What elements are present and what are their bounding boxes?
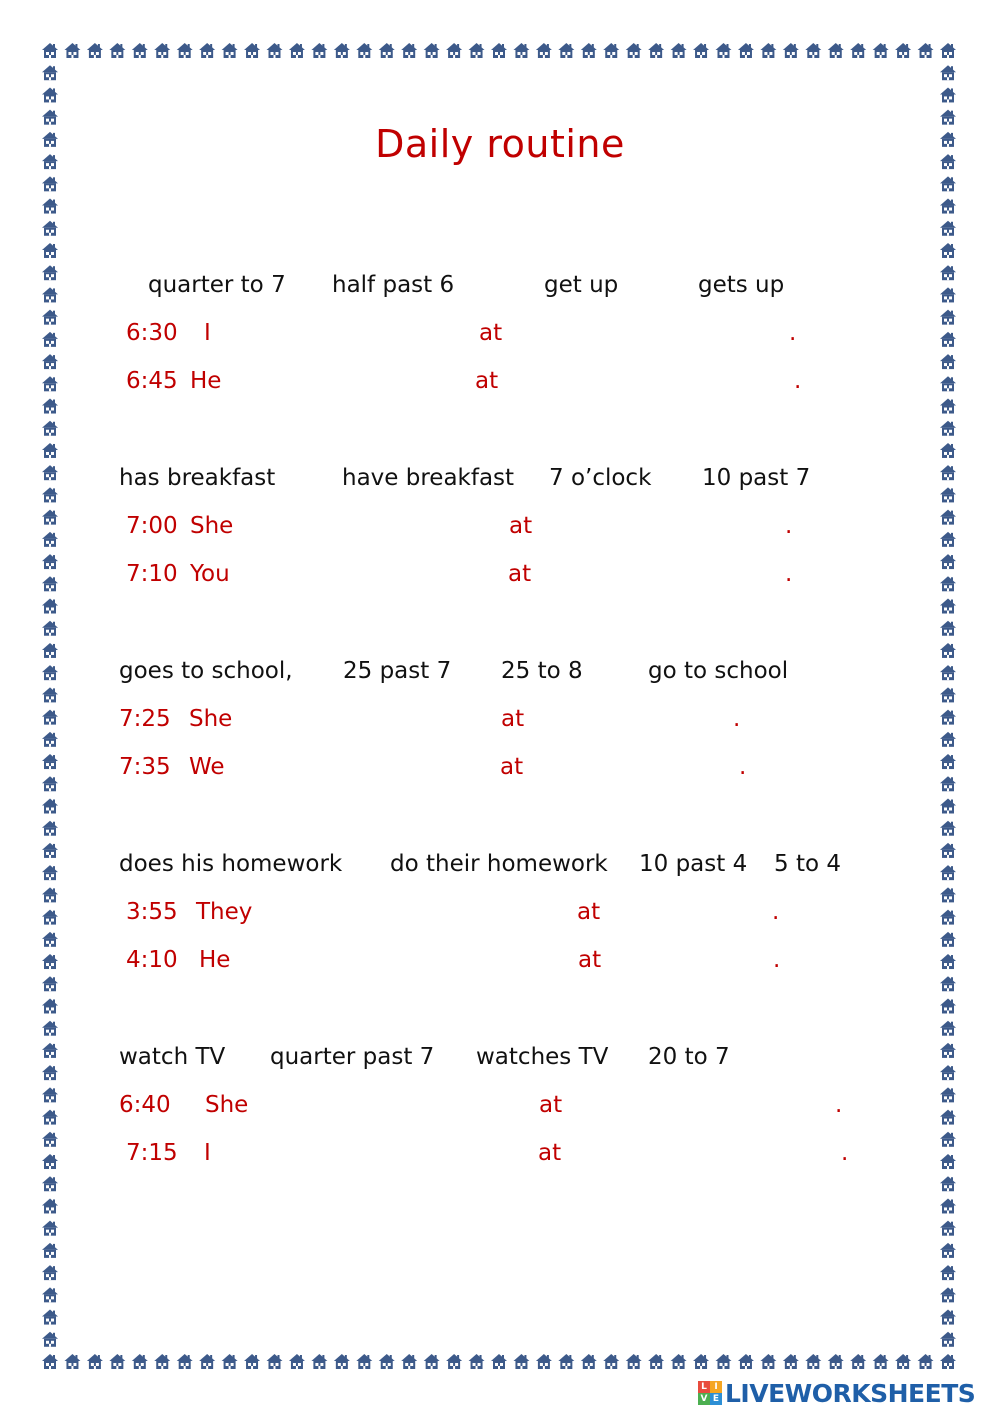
- sentence-period: .: [772, 899, 780, 925]
- house-icon: [41, 753, 59, 771]
- house-icon: [939, 709, 957, 727]
- word-bank-option[interactable]: 7 o’clock: [549, 465, 652, 491]
- house-icon: [288, 42, 306, 60]
- answer-blank-verb[interactable]: [236, 368, 464, 394]
- house-icon: [715, 1353, 733, 1371]
- house-icon: [939, 909, 957, 927]
- house-icon: [86, 1353, 104, 1371]
- house-icon: [512, 42, 530, 60]
- house-icon: [266, 1353, 284, 1371]
- sentence-time: 7:10: [126, 561, 178, 587]
- house-icon: [939, 220, 957, 238]
- house-icon: [804, 42, 822, 60]
- house-icon: [63, 1353, 81, 1371]
- house-icon: [310, 42, 328, 60]
- house-icon: [198, 1353, 216, 1371]
- house-icon: [939, 753, 957, 771]
- house-icon: [288, 1353, 306, 1371]
- house-icon: [378, 1353, 396, 1371]
- house-icon: [41, 664, 59, 682]
- word-bank-option[interactable]: half past 6: [332, 272, 455, 298]
- liveworksheets-logo[interactable]: [698, 1376, 975, 1410]
- sentence-period: .: [773, 947, 781, 973]
- house-icon: [939, 1220, 957, 1238]
- house-icon: [400, 42, 418, 60]
- sentence-subject: He: [199, 947, 231, 973]
- house-icon: [108, 42, 126, 60]
- house-icon: [198, 42, 216, 60]
- house-icon: [41, 531, 59, 549]
- sentence-period: .: [841, 1140, 849, 1166]
- house-icon: [939, 797, 957, 815]
- sentence-at: at: [577, 899, 601, 925]
- sentence-time: 4:10: [126, 947, 178, 973]
- house-icon: [41, 997, 59, 1015]
- house-icon: [41, 886, 59, 904]
- word-bank-option[interactable]: goes to school,: [119, 658, 293, 684]
- house-icon: [535, 1353, 553, 1371]
- house-icon: [41, 975, 59, 993]
- sentence-period: .: [789, 320, 797, 346]
- house-icon: [41, 509, 59, 527]
- house-icon: [939, 1175, 957, 1193]
- answer-blank-time[interactable]: [574, 1140, 836, 1166]
- sentence-at: at: [578, 947, 602, 973]
- house-icon: [490, 42, 508, 60]
- house-icon: [41, 1286, 59, 1304]
- word-bank-option[interactable]: do their homework: [390, 851, 608, 877]
- logo-letter: I: [710, 1381, 722, 1393]
- sentence-time: 3:55: [126, 899, 178, 925]
- word-bank-option[interactable]: gets up: [698, 272, 785, 298]
- answer-blank-verb[interactable]: [230, 1140, 528, 1166]
- house-icon: [602, 1353, 620, 1371]
- answer-blank-verb[interactable]: [246, 561, 500, 587]
- house-icon: [939, 931, 957, 949]
- house-icon: [939, 1264, 957, 1282]
- house-icon: [737, 42, 755, 60]
- house-icon: [692, 1353, 710, 1371]
- house-icon: [41, 175, 59, 193]
- sentence-subject: He: [190, 368, 222, 394]
- sentence-time: 7:15: [126, 1140, 178, 1166]
- house-icon: [41, 1042, 59, 1060]
- house-icon: [939, 975, 957, 993]
- logo-letter: V: [698, 1393, 710, 1405]
- house-icon: [939, 509, 957, 527]
- house-icon: [176, 1353, 194, 1371]
- house-icon: [41, 420, 59, 438]
- house-icon: [939, 620, 957, 638]
- house-icon: [715, 42, 733, 60]
- house-icon: [939, 1153, 957, 1171]
- house-icon: [41, 553, 59, 571]
- answer-blank-verb[interactable]: [246, 947, 568, 973]
- house-icon: [580, 42, 598, 60]
- house-icon: [41, 198, 59, 216]
- page-title: Daily routine: [375, 122, 625, 166]
- house-icon: [41, 797, 59, 815]
- house-icon: [468, 42, 486, 60]
- house-icon: [939, 86, 957, 104]
- house-icon: [647, 1353, 665, 1371]
- house-icon: [939, 1331, 957, 1349]
- house-icon: [692, 42, 710, 60]
- house-icon: [221, 1353, 239, 1371]
- house-icon: [939, 1309, 957, 1327]
- house-icon: [939, 175, 957, 193]
- word-bank-option[interactable]: 5 to 4: [774, 851, 841, 877]
- house-icon: [670, 1353, 688, 1371]
- house-icon: [939, 1064, 957, 1082]
- sentence-subject: We: [189, 754, 225, 780]
- sentence-at: at: [539, 1092, 563, 1118]
- house-icon: [939, 353, 957, 371]
- answer-blank-time[interactable]: [612, 899, 768, 925]
- house-icon: [41, 331, 59, 349]
- sentence-time: 7:35: [119, 754, 171, 780]
- answer-blank-time[interactable]: [542, 561, 778, 587]
- sentence-period: .: [733, 706, 741, 732]
- house-icon: [243, 1353, 261, 1371]
- sentence-time: 6:30: [126, 320, 178, 346]
- house-icon: [939, 864, 957, 882]
- house-icon: [131, 42, 149, 60]
- sentence-time: 7:00: [126, 513, 178, 539]
- house-icon: [333, 1353, 351, 1371]
- house-icon: [490, 1353, 508, 1371]
- answer-blank-time[interactable]: [536, 754, 732, 780]
- house-icon: [221, 42, 239, 60]
- house-icon: [939, 486, 957, 504]
- house-icon: [849, 1353, 867, 1371]
- house-icon: [63, 42, 81, 60]
- house-icon: [266, 42, 284, 60]
- house-icon: [625, 1353, 643, 1371]
- house-icon: [400, 1353, 418, 1371]
- house-icon: [939, 442, 957, 460]
- house-icon: [41, 1264, 59, 1282]
- house-icon: [647, 42, 665, 60]
- house-icon: [939, 309, 957, 327]
- house-icon: [535, 42, 553, 60]
- house-icon: [41, 931, 59, 949]
- house-icon: [41, 864, 59, 882]
- house-icon: [939, 264, 957, 282]
- house-icon: [827, 42, 845, 60]
- house-icon: [423, 1353, 441, 1371]
- sentence-subject: I: [204, 320, 211, 346]
- house-icon: [41, 1109, 59, 1127]
- house-icon: [939, 553, 957, 571]
- logo-letter: L: [698, 1381, 710, 1393]
- word-bank-option[interactable]: does his homework: [119, 851, 343, 877]
- house-icon: [41, 42, 59, 60]
- house-icon: [41, 909, 59, 927]
- house-icon: [41, 486, 59, 504]
- house-icon: [41, 1197, 59, 1215]
- house-icon: [939, 1131, 957, 1149]
- house-icon: [41, 709, 59, 727]
- house-icon: [872, 42, 890, 60]
- house-icon: [602, 42, 620, 60]
- word-bank-option[interactable]: watch TV: [119, 1044, 226, 1070]
- house-icon: [939, 731, 957, 749]
- sentence-at: at: [475, 368, 499, 394]
- house-icon: [939, 64, 957, 82]
- word-bank-option[interactable]: quarter to 7: [148, 272, 286, 298]
- house-icon: [153, 1353, 171, 1371]
- house-icon: [310, 1353, 328, 1371]
- house-icon: [849, 42, 867, 60]
- house-icon: [782, 42, 800, 60]
- house-icon: [41, 442, 59, 460]
- house-icon: [41, 64, 59, 82]
- house-icon: [153, 42, 171, 60]
- house-icon: [939, 1197, 957, 1215]
- house-icon: [41, 686, 59, 704]
- word-bank-option[interactable]: 25 past 7: [343, 658, 452, 684]
- logo-brand-text: LIVEWORKSHEETS: [725, 1378, 976, 1408]
- house-icon: [41, 820, 59, 838]
- house-icon: [939, 1020, 957, 1038]
- house-icon: [355, 1353, 373, 1371]
- word-bank-option[interactable]: quarter past 7: [270, 1044, 435, 1070]
- house-icon: [939, 375, 957, 393]
- house-icon: [939, 242, 957, 260]
- sentence-time: 7:25: [119, 706, 171, 732]
- house-icon: [939, 686, 957, 704]
- house-icon: [41, 620, 59, 638]
- answer-blank-verb[interactable]: [262, 1092, 528, 1118]
- answer-blank-time[interactable]: [574, 1092, 830, 1118]
- sentence-period: .: [785, 513, 793, 539]
- house-icon: [41, 220, 59, 238]
- house-icon: [939, 1109, 957, 1127]
- house-icon: [86, 42, 104, 60]
- house-icon: [939, 331, 957, 349]
- answer-blank-time[interactable]: [512, 320, 782, 346]
- house-icon: [939, 598, 957, 616]
- sentence-at: at: [479, 320, 503, 346]
- sentence-subject: They: [196, 899, 253, 925]
- house-icon: [939, 398, 957, 416]
- house-icon: [939, 1042, 957, 1060]
- house-icon: [41, 1220, 59, 1238]
- house-icon: [737, 1353, 755, 1371]
- answer-blank-verb[interactable]: [240, 320, 468, 346]
- sentence-at: at: [500, 754, 524, 780]
- house-icon: [41, 953, 59, 971]
- house-icon: [804, 1353, 822, 1371]
- logo-letter: E: [710, 1393, 722, 1405]
- house-icon: [939, 464, 957, 482]
- house-icon: [939, 1286, 957, 1304]
- house-icon: [41, 1064, 59, 1082]
- sentence-at: at: [538, 1140, 562, 1166]
- house-icon: [41, 286, 59, 304]
- house-icon: [41, 598, 59, 616]
- word-bank-option[interactable]: get up: [544, 272, 619, 298]
- sentence-at: at: [508, 561, 532, 587]
- house-icon: [625, 42, 643, 60]
- sentence-period: .: [739, 754, 747, 780]
- house-icon: [41, 775, 59, 793]
- house-icon: [41, 1131, 59, 1149]
- house-icon: [939, 664, 957, 682]
- house-icon: [939, 886, 957, 904]
- house-icon: [939, 286, 957, 304]
- house-icon: [939, 575, 957, 593]
- house-icon: [939, 1353, 957, 1371]
- word-bank-option[interactable]: 25 to 8: [501, 658, 583, 684]
- house-icon: [176, 42, 194, 60]
- house-icon: [512, 1353, 530, 1371]
- sentence-period: .: [794, 368, 802, 394]
- house-icon: [939, 198, 957, 216]
- sentence-time: 6:45: [126, 368, 178, 394]
- logo-mark-icon: [698, 1381, 722, 1405]
- house-icon: [827, 1353, 845, 1371]
- house-icon: [41, 1153, 59, 1171]
- house-icon: [41, 375, 59, 393]
- house-icon: [939, 1086, 957, 1104]
- house-icon: [445, 42, 463, 60]
- house-icon: [355, 42, 373, 60]
- sentence-at: at: [501, 706, 525, 732]
- house-icon: [131, 1353, 149, 1371]
- house-icon: [41, 264, 59, 282]
- house-icon: [939, 997, 957, 1015]
- house-icon: [939, 42, 957, 60]
- house-icon: [939, 775, 957, 793]
- house-icon: [782, 1353, 800, 1371]
- sentence-subject: She: [190, 513, 234, 539]
- house-icon: [894, 1353, 912, 1371]
- answer-blank-verb[interactable]: [236, 754, 490, 780]
- house-icon: [759, 1353, 777, 1371]
- house-icon: [41, 731, 59, 749]
- word-bank-option[interactable]: has breakfast: [119, 465, 276, 491]
- house-icon: [939, 531, 957, 549]
- house-icon: [41, 1242, 59, 1260]
- house-icon: [939, 953, 957, 971]
- word-bank-option[interactable]: watches TV: [476, 1044, 609, 1070]
- answer-blank-time[interactable]: [612, 947, 768, 973]
- house-icon: [41, 1331, 59, 1349]
- house-icon: [378, 42, 396, 60]
- house-icon: [41, 242, 59, 260]
- house-icon: [41, 464, 59, 482]
- house-icon: [445, 1353, 463, 1371]
- house-icon: [423, 42, 441, 60]
- answer-blank-time[interactable]: [510, 368, 786, 394]
- sentence-at: at: [509, 513, 533, 539]
- sentence-time: 6:40: [119, 1092, 171, 1118]
- sentence-subject: I: [204, 1140, 211, 1166]
- house-icon: [333, 42, 351, 60]
- house-icon: [557, 1353, 575, 1371]
- house-icon: [939, 420, 957, 438]
- house-icon: [41, 1309, 59, 1327]
- house-icon: [41, 353, 59, 371]
- house-icon: [41, 575, 59, 593]
- answer-blank-verb[interactable]: [266, 899, 566, 925]
- house-icon: [41, 842, 59, 860]
- sentence-subject: You: [190, 561, 230, 587]
- house-icon: [41, 309, 59, 327]
- answer-blank-time[interactable]: [536, 706, 726, 732]
- word-bank-option[interactable]: 10 past 7: [702, 465, 811, 491]
- house-icon: [917, 42, 935, 60]
- house-icon: [939, 842, 957, 860]
- house-icon: [41, 86, 59, 104]
- house-icon: [41, 1175, 59, 1193]
- house-icon: [41, 398, 59, 416]
- sentence-subject: She: [205, 1092, 249, 1118]
- house-icon: [557, 42, 575, 60]
- house-icon: [670, 42, 688, 60]
- sentence-subject: She: [189, 706, 233, 732]
- house-icon: [580, 1353, 598, 1371]
- house-icon: [872, 1353, 890, 1371]
- word-bank-option[interactable]: 10 past 4: [639, 851, 748, 877]
- house-icon: [468, 1353, 486, 1371]
- answer-blank-verb[interactable]: [246, 706, 492, 732]
- house-icon: [917, 1353, 935, 1371]
- house-icon: [41, 1086, 59, 1104]
- house-icon: [939, 820, 957, 838]
- house-icon: [41, 642, 59, 660]
- house-icon: [108, 1353, 126, 1371]
- word-bank-option[interactable]: go to school: [648, 658, 789, 684]
- word-bank-option[interactable]: 20 to 7: [648, 1044, 730, 1070]
- answer-blank-verb[interactable]: [246, 513, 500, 539]
- house-icon: [41, 1353, 59, 1371]
- house-icon: [243, 42, 261, 60]
- house-icon: [41, 1020, 59, 1038]
- sentence-period: .: [785, 561, 793, 587]
- answer-blank-time[interactable]: [542, 513, 778, 539]
- sentence-period: .: [835, 1092, 843, 1118]
- word-bank-option[interactable]: have breakfast: [342, 465, 515, 491]
- house-icon: [894, 42, 912, 60]
- house-icon: [939, 1242, 957, 1260]
- house-icon: [939, 642, 957, 660]
- house-icon: [759, 42, 777, 60]
